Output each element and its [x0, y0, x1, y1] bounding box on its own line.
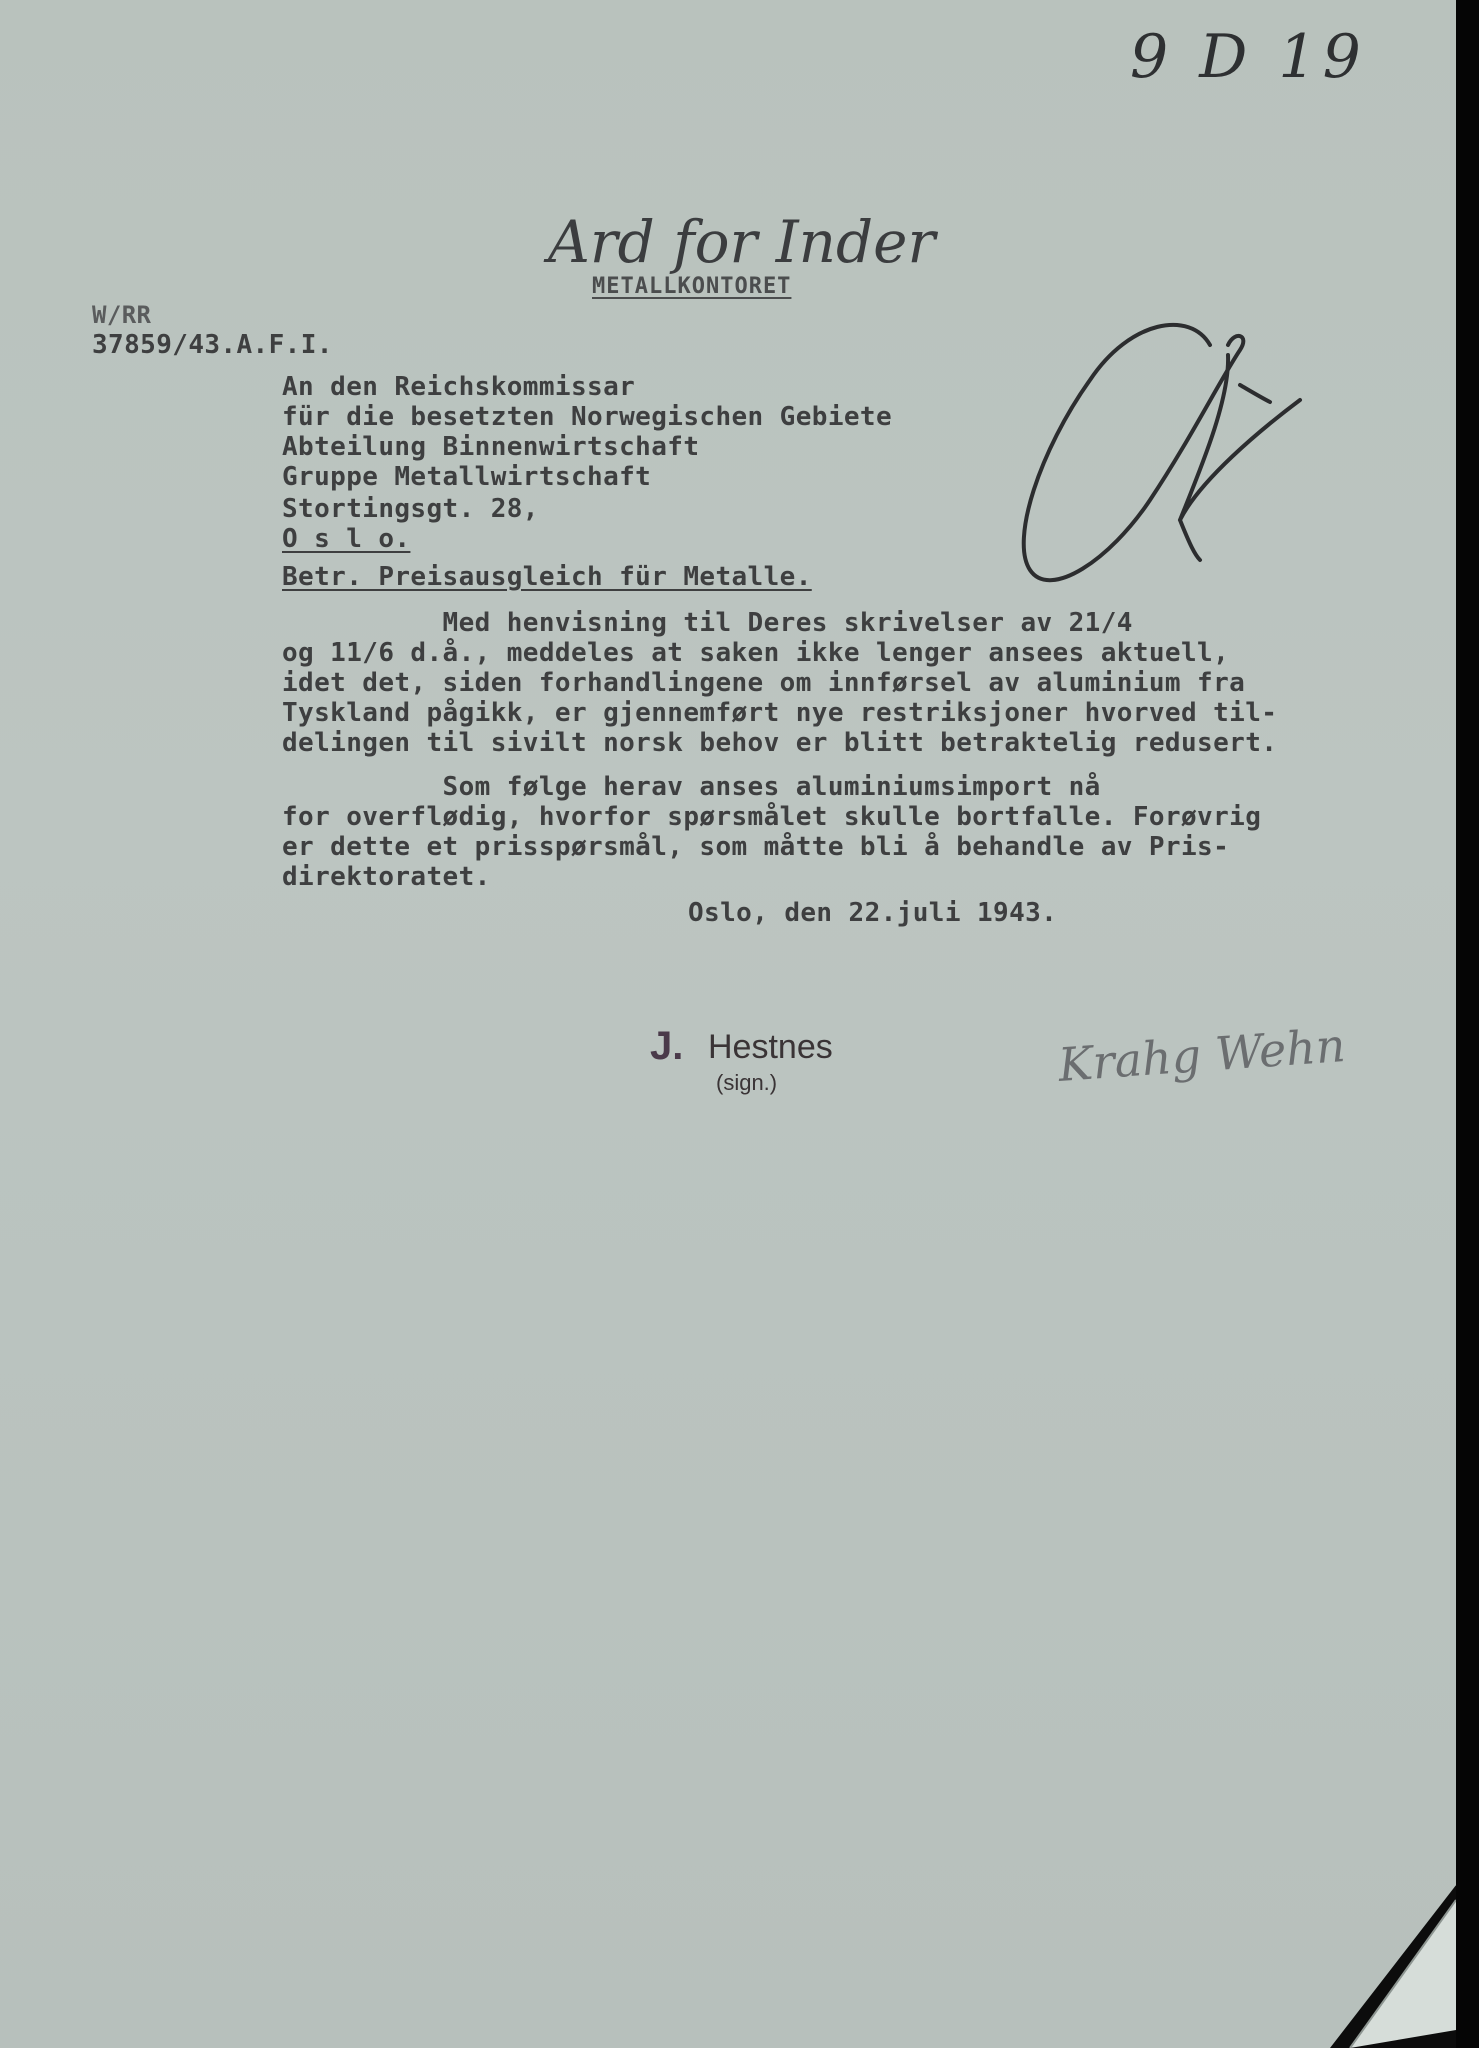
body-line: idet det, siden forhandlingene om innførsel av aluminium fra	[282, 668, 1246, 698]
body-line: Som følge herav anses aluminiumsimport nå	[282, 772, 1101, 802]
handwritten-signature: Krahg Wehn	[1056, 1018, 1348, 1092]
body-line: Tyskland pågikk, er gjennemført nye restriksjoner hvorved til-	[282, 698, 1278, 728]
subject-line: Betr. Preisausgleich für Metalle.	[282, 562, 812, 592]
address-line: Stortingsgt. 28,	[282, 494, 539, 524]
address-line: Gruppe Metallwirtschaft	[282, 462, 652, 492]
address-line: für die besetzten Norwegischen Gebiete	[282, 402, 893, 432]
stamp-heading: METALLKONTORET	[592, 274, 792, 299]
body-line: Med henvisning til Deres skrivelser av 21/4	[282, 608, 1133, 638]
body-line: direktoratet.	[282, 862, 491, 892]
folded-corner-icon	[1330, 1880, 1456, 2048]
stamp-note: (sign.)	[716, 1070, 778, 1095]
handwritten-heading: Ard for Inder	[548, 208, 936, 276]
stamp-name: Hestnes	[708, 1028, 833, 1066]
address-city: O s l o.	[282, 524, 411, 554]
body-line: for overflødig, hvorfor spørsmålet skulle bortfalle. Forøvrig	[282, 802, 1262, 832]
body-line: delingen til sivilt norsk behov er blitt betraktelig redusert.	[282, 728, 1278, 758]
body-line: er dette et prisspørsmål, som måtte bli å behandle av Pris-	[282, 832, 1230, 862]
reference-number: 37859/43.A.F.I.	[92, 330, 333, 360]
address-line: An den Reichskommissar	[282, 372, 636, 402]
archive-mark: 9 D 19	[1130, 22, 1367, 92]
reference-initials: W/RR	[92, 301, 152, 329]
date-line: Oslo, den 22.juli 1943.	[688, 898, 1058, 928]
body-line: og 11/6 d.å., meddeles at saken ikke lenger ansees aktuell,	[282, 638, 1230, 668]
address-line: Abteilung Binnenwirtschaft	[282, 432, 700, 462]
stamp-initial: J.	[650, 1024, 684, 1068]
scan-border	[1456, 0, 1479, 2048]
